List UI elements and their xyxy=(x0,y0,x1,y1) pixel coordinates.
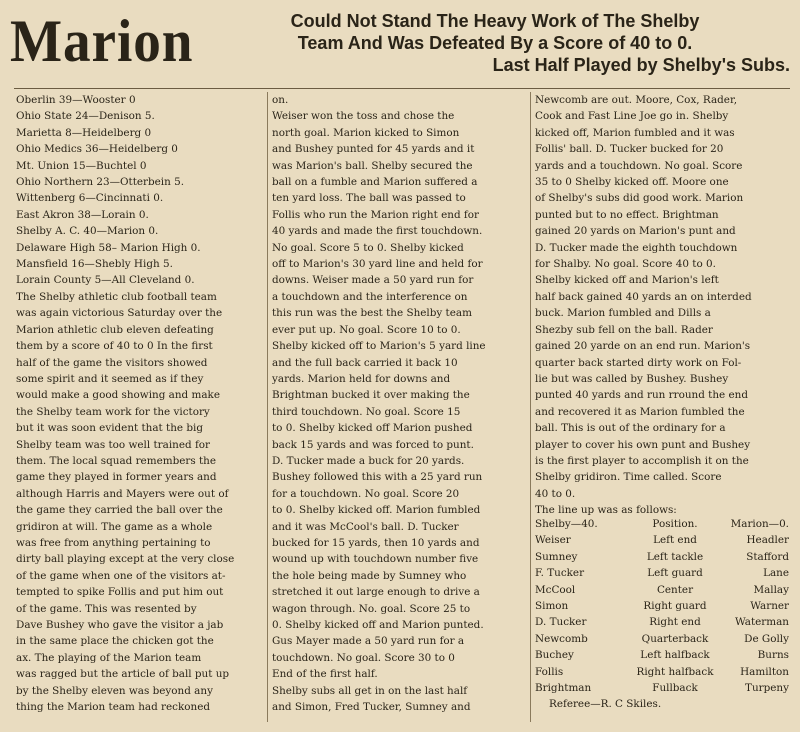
lineup-cell: Waterman xyxy=(734,616,789,629)
lineup-cell: Stafford xyxy=(746,550,789,563)
lineup-cell: Warner xyxy=(750,599,789,612)
text-line: punted 40 yards and run rround the end xyxy=(535,389,748,402)
text-line: Cook and Fast Line Joe go in. Shelby xyxy=(535,110,729,123)
text-line: 35 to 0 Shelby kicked off. Moore one xyxy=(535,176,729,189)
text-line: gained 20 yards on Marion's punt and xyxy=(535,225,736,238)
text-line: Lorain County 5—All Cleveland 0. xyxy=(16,274,195,287)
text-line: to 0. Shelby kicked off. Marion fumbled xyxy=(272,504,481,517)
text-line: Follis who run the Marion right end for xyxy=(272,208,479,221)
text-line: 40 yards and made the first touchdown. xyxy=(272,225,483,238)
text-line: gained 20 yarde on an end run. Marion's xyxy=(535,340,751,353)
lineup-cell: Left guard xyxy=(647,567,703,580)
text-line: but it was soon evident that the big xyxy=(16,422,203,435)
text-line: player to cover his own punt and Bushey xyxy=(535,438,751,451)
table-row xyxy=(535,584,793,600)
text-line: half of the game the visitors showed xyxy=(16,356,208,369)
text-line: ten yard loss. The ball was passed to xyxy=(272,192,466,205)
text-line: Dave Bushey who gave the visitor a jab xyxy=(16,619,224,631)
text-line: dirty ball playing except at the very close xyxy=(16,553,235,566)
text-line: was ragged but the article of ball put up xyxy=(16,668,230,681)
column-divider xyxy=(530,92,531,722)
lineup-cell: Right end xyxy=(649,616,701,629)
text-line: this run was the best the Shelby team xyxy=(272,307,472,320)
text-line: Shelby kicked off to Marion's 5 yard line xyxy=(272,340,486,353)
text-line: and Simon, Fred Tucker, Sumney and xyxy=(272,701,471,714)
lineup-cell: Follis xyxy=(535,665,564,678)
lineup-cell: Turpeny xyxy=(745,681,789,694)
table-row xyxy=(535,534,793,550)
text-line: Wittenberg 6—Cincinnati 0. xyxy=(16,192,164,205)
text-line: is the first player to accomplish it on the xyxy=(535,454,749,467)
text-line: downs. Weiser made a 50 yard run for xyxy=(272,274,474,287)
headline-line: Team And Was Defeated By a Score of 40 to 0. xyxy=(297,33,693,53)
text-line: yards. Marion held for downs and xyxy=(272,372,451,385)
lineup-cell: Fullback xyxy=(652,681,698,694)
table-row xyxy=(535,633,793,649)
referee-line: Referee—R. C Skiles. xyxy=(549,698,662,711)
text-line: Shelby A. C. 40—Marion 0. xyxy=(16,225,159,238)
text-line: ever put up. No goal. Score 10 to 0. xyxy=(272,323,461,336)
text-line: D. Tucker made the eighth touchdown xyxy=(535,241,738,254)
article-column-2 xyxy=(272,92,525,715)
text-line: them. The local squad remembers the xyxy=(16,454,216,467)
table-row xyxy=(535,600,793,616)
lineup-header xyxy=(535,518,793,534)
text-line: Weiser won the toss and chose the xyxy=(272,110,455,123)
lineup-cell: F. Tucker xyxy=(535,567,585,580)
lineup-cell: D. Tucker xyxy=(535,616,587,629)
text-line: was Marion's ball. Shelby secured the xyxy=(272,159,473,172)
text-line: for a touchdown. No goal. Score 20 xyxy=(272,487,460,500)
lineup-cell: Right guard xyxy=(643,599,707,612)
lineup-cell: Position. xyxy=(652,518,698,530)
lineup-cell: De Golly xyxy=(744,632,789,645)
text-line: would make a good showing and make xyxy=(16,389,221,402)
text-line: game they played in former years and xyxy=(16,471,217,484)
text-line: Delaware High 58– Marion High 0. xyxy=(16,241,201,254)
text-line: back 15 yards and was forced to punt. xyxy=(272,438,474,451)
lineup-cell: Burns xyxy=(757,649,789,662)
text-line: the hole being made by Sumney who xyxy=(272,569,467,582)
lineup-cell: Left end xyxy=(653,534,697,547)
text-line: Newcomb are out. Moore, Cox, Rader, xyxy=(535,94,738,106)
text-line: touchdown. No goal. Score 30 to 0 xyxy=(272,651,455,664)
article-column-1 xyxy=(16,92,264,715)
text-line: Ohio State 24—Denison 5. xyxy=(16,110,155,123)
text-line: No goal. Score 5 to 0. Shelby kicked xyxy=(272,241,464,254)
text-line: The line up was as follows: xyxy=(535,504,677,517)
headline xyxy=(200,10,790,76)
lineup-cell: Left halfback xyxy=(640,649,710,662)
text-line: some spirit and it seemed as if they xyxy=(16,372,204,385)
text-line: Brightman bucked it over making the xyxy=(272,389,470,402)
text-line: of the game when one of the visitors at- xyxy=(16,569,226,582)
text-line: Shelby gridiron. Time called. Score xyxy=(535,471,722,484)
text-line: Marietta 8—Heidelberg 0 xyxy=(16,126,152,139)
text-line: half back gained 40 yards an on interded xyxy=(535,290,752,303)
lineup-cell: Brightman xyxy=(535,681,592,694)
page-title: Marion xyxy=(10,8,194,74)
text-line: Shelby subs all get in on the last half xyxy=(272,684,468,697)
text-line: yards and a touchdown. No goal. Score xyxy=(535,159,743,172)
lineup-cell: Headler xyxy=(746,534,789,547)
text-line: Follis' ball. D. Tucker bucked for 20 xyxy=(535,143,724,156)
text-line: in the same place the chicken got the xyxy=(16,635,214,648)
text-line: and it was McCool's ball. D. Tucker xyxy=(272,520,459,533)
text-line: off to Marion's 30 yard line and held for xyxy=(272,258,483,271)
text-line: ball. This is out of the ordinary for a xyxy=(535,422,726,435)
divider xyxy=(14,88,790,89)
text-line: and Bushey punted for 45 yards and it xyxy=(272,143,475,156)
text-line: third touchdown. No goal. Score 15 xyxy=(272,405,461,418)
lineup-cell: Weiser xyxy=(535,534,571,547)
text-line: them by a score of 40 to 0 In the first xyxy=(16,340,213,353)
text-line: Mt. Union 15—Buchtel 0 xyxy=(16,159,147,172)
text-line: punted but to no effect. Brightman xyxy=(535,208,719,221)
lineup-cell: Sumney xyxy=(535,550,578,563)
table-row xyxy=(535,616,793,632)
text-line: kicked off, Marion fumbled and it was xyxy=(535,126,735,139)
text-line: quarter back started dirty work on Fol- xyxy=(535,356,742,369)
headline-line: Last Half Played by Shelby's Subs. xyxy=(492,55,790,75)
text-line: to 0. Shelby kicked off Marion pushed xyxy=(272,422,473,435)
text-line: the Shelby team work for the victory xyxy=(16,405,210,418)
text-line: by the Shelby eleven was beyond any xyxy=(16,684,213,697)
text-line: 40 to 0. xyxy=(535,487,576,500)
text-line: a touchdown and the interference on xyxy=(272,290,468,303)
text-line: although Harris and Mayers were out of xyxy=(16,487,229,500)
text-line: lie but was called by Bushey. Bushey xyxy=(535,372,729,385)
article-column-3 xyxy=(535,92,793,519)
text-line: Bushey followed this with a 25 yard run xyxy=(272,471,483,484)
lineup-cell: Lane xyxy=(763,567,789,580)
lineup-table xyxy=(535,518,793,715)
text-line: bucked for 15 yards, then 10 yards and xyxy=(272,536,480,549)
text-line: and the full back carried it back 10 xyxy=(272,356,458,369)
lineup-cell: Mallay xyxy=(753,583,789,596)
lineup-cell: Quarterback xyxy=(641,632,709,645)
text-line: Oberlin 39—Wooster 0 xyxy=(16,94,136,106)
text-line: Ohio Medics 36—Heidelberg 0 xyxy=(16,143,178,156)
text-line: D. Tucker made a buck for 20 yards. xyxy=(272,454,465,467)
text-line: for Shalby. No goal. Score 40 to 0. xyxy=(535,258,716,271)
text-line: Marion athletic club eleven defeating xyxy=(16,323,214,336)
text-line: tempted to spike Follis and put him out xyxy=(16,586,224,599)
text-line: on. xyxy=(272,94,289,106)
text-line: of the game. This was resented by xyxy=(16,602,197,615)
column-divider xyxy=(267,92,268,722)
text-line: of Shelby's subs did good work. Marion xyxy=(535,192,744,205)
table-row xyxy=(535,666,793,682)
text-line: End of the first half. xyxy=(272,668,378,681)
text-line: Shelby team was too well trained for xyxy=(16,438,211,451)
lineup-cell: Left tackle xyxy=(646,550,704,563)
text-line: Mansfield 16—Shebly High 5. xyxy=(16,258,173,271)
text-line: ball on a fumble and Marion suffered a xyxy=(272,176,478,189)
text-line: north goal. Marion kicked to Simon xyxy=(272,126,460,139)
text-line: and recovered it as Marion fumbled the xyxy=(535,405,745,418)
text-line: The Shelby athletic club football team xyxy=(16,290,217,303)
text-line: Ohio Northern 23—Otterbein 5. xyxy=(16,176,185,189)
text-line: ax. The playing of the Marion team xyxy=(16,651,202,664)
table-row xyxy=(535,567,793,583)
lineup-cell: Newcomb xyxy=(535,632,588,645)
table-row xyxy=(535,551,793,567)
table-row xyxy=(535,682,793,698)
text-line: gridiron at will. The game as a whole xyxy=(16,520,213,533)
text-line: Shezby sub fell on the ball. Rader xyxy=(535,323,713,336)
lineup-cell: Shelby—40. xyxy=(535,518,598,530)
text-line: was again victorious Saturday over the xyxy=(16,307,223,320)
table-row xyxy=(535,649,793,665)
text-line: buck. Marion fumbled and Dills a xyxy=(535,307,711,320)
text-line: the game they carried the ball over the xyxy=(16,504,223,517)
lineup-cell: Center xyxy=(656,583,694,596)
text-line: wound up with touchdown number five xyxy=(272,553,479,566)
lineup-cell: Marion—0. xyxy=(730,518,789,530)
text-line: 0. Shelby kicked off and Marion punted. xyxy=(272,619,484,631)
headline-line: Could Not Stand The Heavy Work of The Shelby xyxy=(290,11,700,31)
lineup-cell: McCool xyxy=(535,583,576,596)
text-line: Gus Mayer made a 50 yard run for a xyxy=(272,635,465,648)
text-line: East Akron 38—Lorain 0. xyxy=(16,208,149,221)
lineup-cell: Hamilton xyxy=(740,665,789,678)
text-line: stretched it out large enough to drive a xyxy=(272,586,480,599)
text-line: thing the Marion team had reckoned xyxy=(16,701,211,714)
text-line: was free from anything pertaining to xyxy=(16,536,211,549)
lineup-cell: Right halfback xyxy=(636,665,714,678)
lineup-cell: Simon xyxy=(535,599,569,612)
lineup-cell: Buchey xyxy=(535,649,574,662)
text-line: wagon through. No. goal. Score 25 to xyxy=(272,602,471,615)
text-line: Shelby kicked off and Marion's left xyxy=(535,274,719,287)
